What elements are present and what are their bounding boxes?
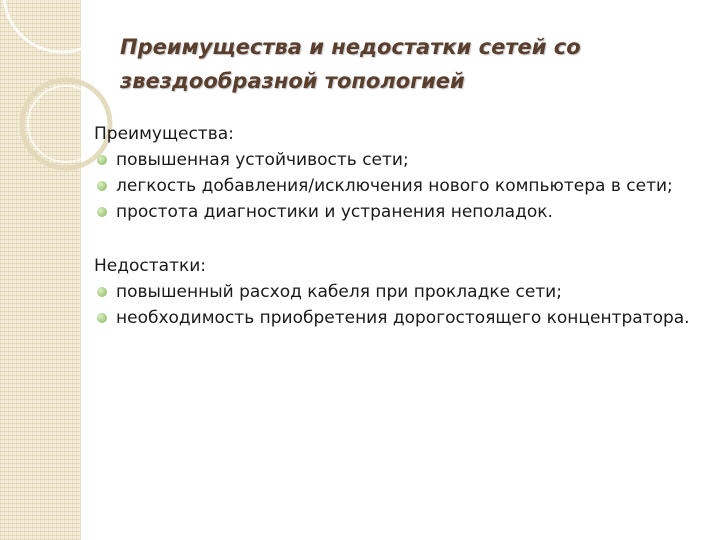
bullet-icon: [97, 207, 107, 217]
slide-title: Преимущества и недостатки сетей со звездообразной топологией: [120, 35, 581, 93]
list-item: [94, 279, 704, 305]
bullet-icon: [97, 287, 107, 297]
list-item-text: необходимость приобретения дорогостоящего концентратора.: [116, 308, 690, 328]
bullet-icon: [97, 181, 107, 191]
list-item-text: повышенная устойчивость сети;: [116, 150, 409, 170]
list-item-text: повышенный расход кабеля при прокладке сети;: [116, 282, 562, 302]
bullet-icon: [97, 155, 107, 165]
list-item: [94, 173, 704, 199]
list-item-text: легкость добавления/исключения нового компьютера в сети;: [116, 176, 673, 196]
list-item: [94, 305, 704, 331]
advantages-list: [94, 147, 704, 225]
list-item: [94, 147, 704, 173]
advantages-heading: Преимущества:: [94, 124, 234, 144]
slide-content: [94, 121, 704, 331]
list-item: [94, 199, 704, 225]
disadvantages-list: [94, 279, 704, 331]
list-item-text: простота диагностики и устранения неполадок.: [116, 202, 553, 222]
bullet-icon: [97, 313, 107, 323]
section-spacer: [94, 225, 704, 253]
disadvantages-heading: Недостатки:: [94, 256, 207, 276]
